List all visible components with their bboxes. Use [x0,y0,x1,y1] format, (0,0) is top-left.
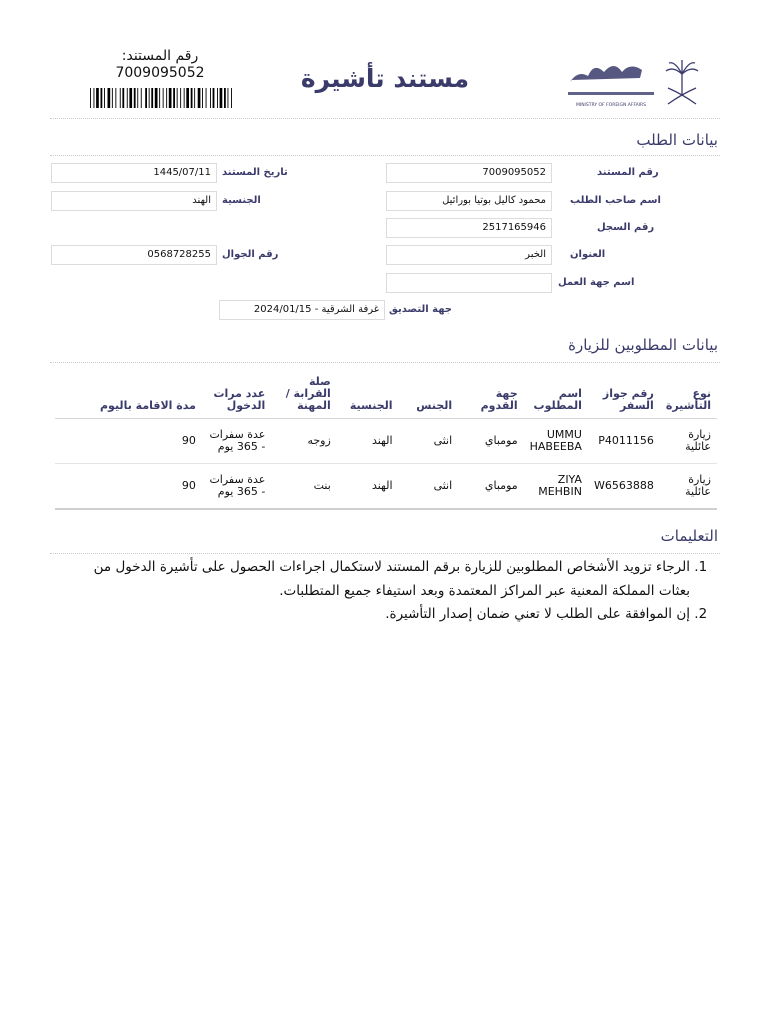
passport-number-cell: W6563888 [588,464,660,509]
nationality-cell: الهند [337,464,399,509]
nationality-cell: الهند [337,419,399,464]
instructions-section-title: التعليمات [660,527,718,545]
document-header [0,0,768,118]
employer-label: اسم جهة العمل [558,277,635,288]
applicant-name-field: محمود كاليل بوتيا بورائيل [386,191,552,211]
doc-number-value: 7009095052 [115,65,205,81]
instructions-list [70,556,718,627]
table-header-row [55,372,717,419]
doc-number-label: رقم المستند: [121,48,199,64]
visa-type-cell: زيارة عائلية [660,464,717,509]
attestation-field: غرفة الشرقية - 2024/01/15 [219,300,385,320]
nationality-label: الجنسية [222,195,261,206]
gender-cell: انثى [399,419,459,464]
relation-cell: زوجه [271,419,336,464]
visitor-name-cell: ZIYA MEHBIN [524,464,588,509]
gender-cell: انثى [399,464,459,509]
entries-cell: عدة سفرات - 365 يوم [202,464,271,509]
column-header: الجنسية [337,372,399,419]
table-row [55,464,717,509]
column-header: رقم جواز السفر [588,372,660,419]
column-header: مدة الاقامة باليوم [55,372,202,419]
column-header: اسم المطلوب [524,372,588,419]
passport-number-cell: P4011156 [588,419,660,464]
barcode [90,88,235,108]
column-header: الجنس [399,372,459,419]
column-header: جهة القدوم [458,372,523,419]
divider [50,553,720,554]
visitors-section-title: بيانات المطلوبين للزيارة [568,336,718,354]
svg-text:MINISTRY OF FOREIGN AFFAIRS: MINISTRY OF FOREIGN AFFAIRS [575,103,647,108]
doc-number-field-label: رقم المستند [597,167,659,178]
mobile-label: رقم الجوال [222,249,279,260]
divider [50,155,720,156]
nationality-field: الهند [51,191,217,211]
visa-type-cell: زيارة عائلية [660,419,717,464]
attestation-label: جهة التصديق [389,304,453,315]
divider [50,118,720,119]
entries-cell: عدة سفرات - 365 يوم [202,419,271,464]
visitor-name-cell: UMMU HABEEBA [524,419,588,464]
page-title: مستند تأشيرة [300,64,470,93]
divider [50,362,720,363]
employer-field [386,273,552,293]
relation-cell: بنت [271,464,336,509]
mobile-field: 0568728255 [51,245,217,265]
column-header: نوع التأشيرة [660,372,717,419]
visitors-table [55,372,717,510]
address-field: الخبر [386,245,552,265]
request-section-title: بيانات الطلب [636,131,718,149]
instruction-item: 2. إن الموافقة على الطلب لا تعني ضمان إصدار التأشيرة. [70,603,690,627]
table-row [55,419,717,464]
doc-date-field: 1445/07/11 [51,163,217,183]
registry-number-field: 2517165946 [386,218,552,238]
origin-cell: مومباي [458,419,523,464]
stay-duration-cell: 90 [55,419,202,464]
applicant-name-label: اسم صاحب الطلب [570,195,661,206]
address-label: العنوان [570,249,606,260]
doc-date-label: تاريخ المستند [222,167,288,178]
stay-duration-cell: 90 [55,464,202,509]
column-header: عدد مرات الدخول [202,372,271,419]
ministry-logo [560,52,708,110]
instruction-item: 1. الرجاء تزويد الأشخاص المطلوبين للزيارة برقم المستند لاستكمال اجراءات الحصول على تأشيرة الدخول من بعثات المملكة المعنية عبر المراكز المعتمدة وبعد استيفاء جميع المتطلبات. [70,556,690,603]
doc-number-field: 7009095052 [386,163,552,183]
origin-cell: مومباي [458,464,523,509]
registry-number-label: رقم السجل [597,222,655,233]
column-header: صلة القرابة / المهنة [271,372,336,419]
